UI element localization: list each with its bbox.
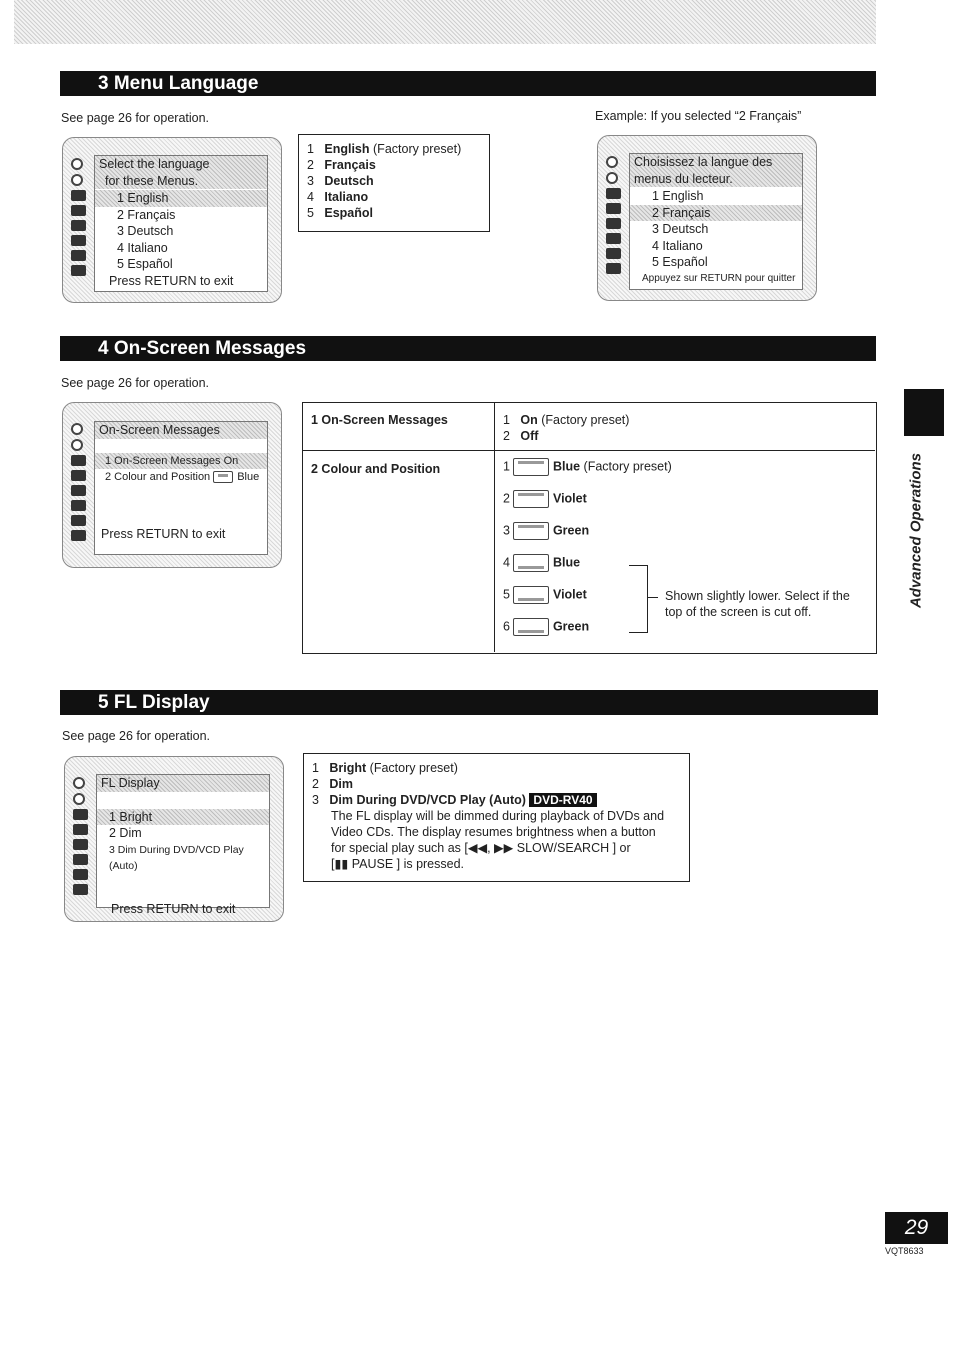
- menu-item[interactable]: 5 Español: [117, 257, 173, 271]
- see-page-note: See page 26 for operation.: [62, 729, 211, 743]
- option-row: 1 Bright (Factory preset): [312, 761, 458, 775]
- disc-icon: [606, 172, 618, 184]
- model-code: VQT8633: [885, 1246, 924, 1256]
- panel-title-line: for these Menus.: [105, 173, 199, 188]
- menu-icon-column: [73, 777, 88, 895]
- menu-tab-icon: [71, 455, 86, 466]
- menu-tab-icon: [73, 839, 88, 850]
- menu-tab-icon: [71, 235, 86, 246]
- disc-icon: [73, 793, 85, 805]
- menu-tab-icon: [71, 500, 86, 511]
- tv-position-low-icon: [513, 586, 549, 604]
- panel-title-line: Choisissez la langue des: [634, 155, 773, 169]
- menu-item[interactable]: 3 Deutsch: [117, 224, 174, 238]
- menu-tab-icon: [71, 470, 86, 481]
- option-row: 1 English (Factory preset): [307, 142, 462, 156]
- side-tab-label: Advanced Operations: [907, 452, 925, 609]
- page-number: 29: [885, 1212, 948, 1244]
- menu-tab-icon: [71, 220, 86, 231]
- tv-screen-fl-display: [64, 756, 284, 922]
- option-row: 5 Español: [307, 206, 373, 220]
- menu-item[interactable]: 2 Colour and Position Blue: [105, 471, 260, 483]
- menu-tab-icon: [606, 248, 621, 259]
- colour-options: 1 Blue (Factory preset) 2 Violet 3 Green 4 Blue 5 Violet 6 Green: [503, 458, 672, 650]
- model-badge: DVD-RV40: [529, 793, 596, 807]
- disc-icon: [71, 439, 83, 451]
- section-title-fl-display: 5 FL Display: [60, 690, 878, 715]
- row-options: 1 On (Factory preset) 2 Off: [503, 413, 630, 443]
- menu-item[interactable]: 4 Italiano: [652, 238, 703, 253]
- see-page-note: See page 26 for operation.: [61, 376, 210, 390]
- menu-tab-icon: [606, 203, 621, 214]
- tv-position-icon: [213, 471, 233, 483]
- menu-tab-icon: [606, 263, 621, 274]
- see-page-note: See page 26 for operation.: [61, 111, 210, 125]
- option-row: 3 Deutsch: [307, 174, 374, 188]
- table-divider: [494, 403, 495, 652]
- menu-item[interactable]: 2 Français: [117, 207, 176, 222]
- tv-position-low-icon: [513, 554, 549, 572]
- menu-panel: [94, 155, 268, 292]
- menu-item[interactable]: 2 Dim: [109, 826, 142, 840]
- menu-tab-icon: [73, 884, 88, 895]
- panel-title-line: Select the language: [99, 157, 210, 171]
- panel-title-line: menus du lecteur.: [634, 171, 733, 186]
- disc-icon: [606, 156, 618, 168]
- panel-title: FL Display: [97, 775, 269, 792]
- section-title-menu-language: 3 Menu Language: [60, 71, 876, 96]
- menu-tab-icon: [606, 233, 621, 244]
- panel-title: [630, 154, 802, 187]
- fl-display-options-box: [303, 753, 690, 882]
- menu-item[interactable]: 4 Italiano: [117, 240, 168, 255]
- menu-item[interactable]: 1 English: [652, 189, 704, 203]
- tv-position-top-icon: [513, 458, 549, 476]
- panel-title: On-Screen Messages: [95, 422, 267, 439]
- menu-panel: [96, 774, 270, 916]
- option-description: The FL display will be dimmed during playback of DVDs and Video CDs. The display resumes brightness when a button for special play such as [◀◀, ▶▶ SLOW/SEARCH ] or [▮▮ PAUSE ] is pressed.: [331, 809, 665, 871]
- menu-tab-icon: [71, 190, 86, 201]
- menu-tab-icon: [73, 854, 88, 865]
- scanned-header-band: [14, 0, 876, 44]
- menu-item[interactable]: 3 Dim During DVD/VCD Play (Auto): [109, 843, 244, 872]
- menu-tab-icon: [71, 250, 86, 261]
- tv-screen-french-example: [597, 135, 817, 301]
- menu-tab-icon: [71, 265, 86, 276]
- option-row: 4 Italiano: [307, 190, 369, 204]
- panel-title: [95, 156, 267, 189]
- row-label: 1 On-Screen Messages: [311, 413, 448, 427]
- menu-icon-column: [71, 423, 86, 541]
- row-label: 2 Colour and Position: [311, 462, 441, 476]
- return-hint: Press RETURN to exit: [111, 901, 236, 916]
- menu-tab-icon: [71, 515, 86, 526]
- table-divider: [303, 450, 875, 451]
- menu-panel: [629, 153, 803, 290]
- bracket-tick: [648, 597, 658, 598]
- bracket: [629, 565, 648, 633]
- menu-icon-column: [606, 156, 621, 274]
- disc-icon: [71, 423, 83, 435]
- menu-tab-icon: [606, 218, 621, 229]
- menu-item-selected[interactable]: 1 On-Screen Messages On: [95, 453, 267, 470]
- menu-tab-icon: [71, 530, 86, 541]
- menu-tab-icon: [606, 188, 621, 199]
- menu-tab-icon: [71, 205, 86, 216]
- tv-position-top-icon: [513, 490, 549, 508]
- tv-position-top-icon: [513, 522, 549, 540]
- menu-tab-icon: [73, 809, 88, 820]
- language-options-box: [298, 134, 490, 232]
- option-row: 3 Dim During DVD/VCD Play (Auto) DVD-RV40: [312, 792, 681, 808]
- return-hint: Press RETURN to exit: [101, 526, 226, 541]
- lower-position-note: Shown slightly lower. Select if the top of the screen is cut off.: [665, 589, 850, 619]
- option-row: 2 Français: [307, 158, 376, 172]
- menu-item-selected[interactable]: 2 Français: [630, 205, 802, 222]
- menu-icon-column: [71, 158, 86, 276]
- return-hint: Appuyez sur RETURN pour quitter: [642, 272, 796, 284]
- example-note: Example: If you selected “2 Français”: [595, 109, 802, 123]
- disc-icon: [73, 777, 85, 789]
- disc-icon: [71, 174, 83, 186]
- tv-screen-menu-language: [62, 137, 282, 303]
- menu-item[interactable]: 3 Deutsch: [652, 222, 709, 236]
- menu-item-selected[interactable]: 1 English: [95, 190, 267, 207]
- menu-panel: [94, 421, 268, 555]
- return-hint: Press RETURN to exit: [109, 273, 234, 288]
- menu-item[interactable]: 5 Español: [652, 255, 708, 269]
- menu-item-selected[interactable]: 1 Bright: [97, 809, 269, 826]
- tv-screen-on-screen-messages: [62, 402, 282, 568]
- on-screen-options-table: [302, 402, 877, 654]
- menu-tab-icon: [71, 485, 86, 496]
- menu-tab-icon: [73, 824, 88, 835]
- side-tab-marker: [904, 389, 944, 436]
- section-title-on-screen-messages: 4 On-Screen Messages: [60, 336, 876, 361]
- option-row: 2 Dim: [312, 777, 353, 791]
- disc-icon: [71, 158, 83, 170]
- tv-position-low-icon: [513, 618, 549, 636]
- menu-tab-icon: [73, 869, 88, 880]
